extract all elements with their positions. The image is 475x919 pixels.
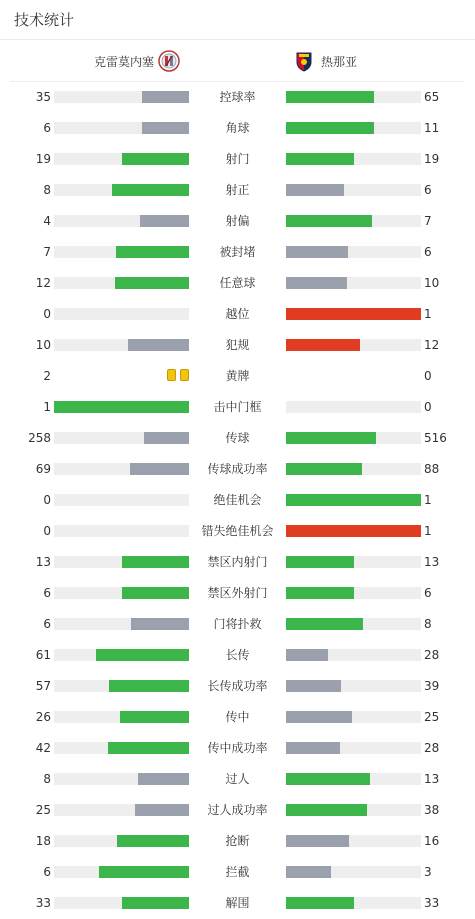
home-team[interactable]: [94, 40, 180, 82]
stat-label: 传中成功率: [207, 741, 268, 755]
away-bar-fill: [286, 91, 374, 103]
yellow-card-icon: [180, 369, 189, 381]
home-value: 33: [35, 896, 51, 910]
away-bar-fill: [286, 432, 376, 444]
away-bar-track: [286, 401, 421, 413]
home-bar-fill: [138, 773, 189, 785]
stat-row: [0, 733, 475, 764]
home-value: 61: [35, 648, 51, 662]
away-value: 65: [424, 90, 440, 104]
away-value: 10: [424, 276, 440, 290]
away-value: 0: [424, 400, 432, 414]
stat-row: [0, 547, 475, 578]
home-value: 0: [43, 307, 51, 321]
away-bar-fill: [286, 277, 347, 289]
stat-row: [0, 671, 475, 702]
away-bar-fill: [286, 246, 348, 258]
home-bar-fill: [96, 649, 189, 661]
away-bar-track: [286, 432, 421, 444]
home-value: 4: [43, 214, 51, 228]
away-value: 7: [424, 214, 432, 228]
home-bar-track: [54, 649, 189, 661]
away-bar-track: [286, 773, 421, 785]
away-bar-fill: [286, 773, 370, 785]
stat-row: [0, 237, 475, 268]
home-value: 1: [43, 400, 51, 414]
section-title: 技术统计: [0, 0, 475, 40]
away-value: 19: [424, 152, 440, 166]
home-value: 0: [43, 493, 51, 507]
away-value: 8: [424, 617, 432, 631]
away-bar-track: [286, 742, 421, 754]
home-value: 12: [35, 276, 51, 290]
away-value: 28: [424, 648, 440, 662]
away-value: 3: [424, 865, 432, 879]
home-value: 6: [43, 865, 51, 879]
stat-label: 绝佳机会: [213, 493, 262, 507]
home-bar-track: [54, 587, 189, 599]
away-bar-track: [286, 556, 421, 568]
away-value: 516: [424, 431, 447, 445]
home-bar-fill: [99, 866, 189, 878]
away-value: 12: [424, 338, 440, 352]
away-bar-fill: [286, 649, 328, 661]
stat-row: [0, 330, 475, 361]
stat-label: 射偏: [225, 214, 250, 228]
home-bar-track: [54, 463, 189, 475]
away-team[interactable]: [293, 40, 357, 82]
home-team-name: 克雷莫内塞: [93, 54, 154, 69]
away-bar-track: [286, 184, 421, 196]
stat-label: 被封堵: [219, 245, 256, 259]
stat-row: [0, 702, 475, 733]
home-bar-track: [54, 277, 189, 289]
away-value: 13: [424, 555, 440, 569]
home-bar-fill: [128, 339, 189, 351]
home-bar-fill: [122, 556, 190, 568]
home-bar-track: [54, 618, 189, 630]
away-bar-track: [286, 680, 421, 692]
home-value: 26: [35, 710, 51, 724]
away-bar-fill: [286, 463, 362, 475]
home-bar-fill: [130, 463, 189, 475]
away-value: 38: [424, 803, 440, 817]
home-value: 258: [28, 431, 51, 445]
home-bar-track: [54, 556, 189, 568]
home-value: 7: [43, 245, 51, 259]
home-bar-track: [54, 494, 189, 506]
stat-row: [0, 609, 475, 640]
away-bar-fill: [286, 153, 354, 165]
away-value: 88: [424, 462, 440, 476]
home-value: 42: [35, 741, 51, 755]
home-bar-fill: [117, 835, 189, 847]
away-bar-track: [286, 618, 421, 630]
away-bar-track: [286, 277, 421, 289]
stat-row: [0, 113, 475, 144]
stat-row: [0, 857, 475, 888]
away-value: 13: [424, 772, 440, 786]
away-bar-track: [286, 122, 421, 134]
away-bar-fill: [286, 835, 349, 847]
home-value: 0: [43, 524, 51, 538]
home-bar-track: [54, 432, 189, 444]
away-bar-fill: [286, 804, 367, 816]
away-value: 33: [424, 896, 440, 910]
home-bar-track: [54, 153, 189, 165]
stat-label: 控球率: [219, 90, 256, 104]
away-value: 28: [424, 741, 440, 755]
home-value: 6: [43, 121, 51, 135]
teams-header: [10, 40, 465, 82]
stat-row: [0, 485, 475, 516]
stat-label: 犯规: [225, 338, 250, 352]
home-bar-track: [54, 897, 189, 909]
away-value: 11: [424, 121, 440, 135]
away-value: 1: [424, 524, 432, 538]
home-bar-track: [54, 215, 189, 227]
away-value: 1: [424, 307, 432, 321]
home-bar-fill: [142, 91, 189, 103]
home-bar-fill: [54, 401, 189, 413]
away-value: 16: [424, 834, 440, 848]
genoa-crest-icon: [293, 50, 315, 72]
stat-row: [0, 268, 475, 299]
yellow-card-icon: [167, 369, 176, 381]
stat-row: [0, 392, 475, 423]
away-value: 1: [424, 493, 432, 507]
home-bar-fill: [112, 184, 189, 196]
away-bar-fill: [286, 339, 360, 351]
home-bar-fill: [108, 742, 189, 754]
away-bar-fill: [286, 122, 374, 134]
home-bar-fill: [116, 246, 189, 258]
home-value: 8: [43, 772, 51, 786]
home-value: 10: [35, 338, 51, 352]
home-yellow-cards: [167, 369, 189, 383]
stat-row: [0, 361, 475, 392]
stat-label: 禁区外射门: [207, 586, 268, 600]
away-bar-fill: [286, 215, 372, 227]
home-bar-track: [54, 866, 189, 878]
home-bar-fill: [115, 277, 189, 289]
away-value: 25: [424, 710, 440, 724]
home-bar-track: [54, 525, 189, 537]
stat-row: [0, 423, 475, 454]
away-bar-track: [286, 153, 421, 165]
away-bar-fill: [286, 618, 363, 630]
home-bar-track: [54, 742, 189, 754]
stat-row: [0, 82, 475, 113]
stat-label: 错失绝佳机会: [201, 524, 274, 538]
home-value: 8: [43, 183, 51, 197]
away-bar-track: [286, 804, 421, 816]
home-bar-track: [54, 835, 189, 847]
stat-row: [0, 144, 475, 175]
away-team-name: 热那亚: [321, 54, 358, 69]
stat-label: 射门: [225, 152, 250, 166]
away-bar-track: [286, 246, 421, 258]
away-bar-fill: [286, 494, 421, 506]
home-bar-fill: [109, 680, 189, 692]
away-bar-track: [286, 711, 421, 723]
away-bar-track: [286, 339, 421, 351]
home-value: 2: [43, 369, 51, 383]
home-bar-fill: [131, 618, 189, 630]
away-bar-track: [286, 587, 421, 599]
home-bar-track: [54, 804, 189, 816]
home-bar-track: [54, 401, 189, 413]
stat-row: [0, 764, 475, 795]
home-bar-fill: [142, 122, 189, 134]
home-bar-track: [54, 184, 189, 196]
home-bar-fill: [120, 711, 189, 723]
stat-row: [0, 640, 475, 671]
home-bar-track: [54, 246, 189, 258]
away-bar-track: [286, 91, 421, 103]
stat-label: 传中: [225, 710, 250, 724]
stat-row: [0, 175, 475, 206]
stat-label: 拦截: [225, 865, 250, 879]
stat-label: 角球: [225, 121, 250, 135]
home-bar-fill: [144, 432, 189, 444]
home-value: 25: [35, 803, 51, 817]
stat-label: 门将扑救: [213, 617, 262, 631]
stat-row: [0, 826, 475, 857]
stat-label: 越位: [225, 307, 250, 321]
home-value: 69: [35, 462, 51, 476]
home-bar-fill: [140, 215, 189, 227]
home-bar-track: [54, 308, 189, 320]
stat-row: [0, 516, 475, 547]
stat-label: 任意球: [219, 276, 256, 290]
stat-label: 禁区内射门: [207, 555, 268, 569]
home-bar-fill: [135, 804, 189, 816]
home-bar-fill: [122, 153, 190, 165]
home-bar-fill: [122, 587, 190, 599]
away-bar-fill: [286, 680, 341, 692]
stat-label: 传球: [225, 431, 250, 445]
away-bar-fill: [286, 587, 354, 599]
stat-row: [0, 454, 475, 485]
home-value: 57: [35, 679, 51, 693]
away-value: 6: [424, 183, 432, 197]
away-bar-fill: [286, 556, 354, 568]
away-bar-fill: [286, 525, 421, 537]
home-value: 6: [43, 617, 51, 631]
away-bar-track: [286, 215, 421, 227]
stat-label: 传球成功率: [207, 462, 268, 476]
home-bar-track: [54, 773, 189, 785]
away-bar-fill: [286, 742, 340, 754]
away-bar-track: [286, 835, 421, 847]
stats-list: [0, 82, 475, 919]
stat-label: 抢断: [225, 834, 250, 848]
away-value: 6: [424, 586, 432, 600]
away-bar-fill: [286, 184, 344, 196]
home-value: 19: [35, 152, 51, 166]
stat-label: 黄牌: [225, 369, 250, 383]
stat-label: 过人成功率: [207, 803, 268, 817]
away-bar-fill: [286, 308, 421, 320]
home-bar-fill: [122, 897, 190, 909]
stat-label: 长传成功率: [207, 679, 268, 693]
away-bar-track: [286, 308, 421, 320]
away-bar-track: [286, 463, 421, 475]
home-value: 13: [35, 555, 51, 569]
home-bar-track: [54, 711, 189, 723]
away-value: 39: [424, 679, 440, 693]
away-bar-fill: [286, 866, 331, 878]
stat-row: [0, 578, 475, 609]
home-bar-track: [54, 339, 189, 351]
away-value: 6: [424, 245, 432, 259]
stat-row: [0, 299, 475, 330]
away-bar-track: [286, 649, 421, 661]
home-bar-track: [54, 122, 189, 134]
stat-label: 击中门框: [213, 400, 262, 414]
stat-label: 长传: [225, 648, 250, 662]
away-bar-track: [286, 897, 421, 909]
stat-row: [0, 888, 475, 919]
cremonese-crest-icon: [158, 50, 180, 72]
stat-label: 解围: [225, 896, 250, 910]
away-bar-fill: [286, 897, 354, 909]
stat-label: 射正: [225, 183, 250, 197]
home-value: 18: [35, 834, 51, 848]
home-bar-track: [54, 680, 189, 692]
away-bar-fill: [286, 711, 352, 723]
home-value: 6: [43, 586, 51, 600]
away-bar-track: [286, 866, 421, 878]
home-bar-track: [54, 91, 189, 103]
away-bar-track: [286, 494, 421, 506]
home-value: 35: [35, 90, 51, 104]
stat-row: [0, 206, 475, 237]
away-bar-track: [286, 525, 421, 537]
stat-label: 过人: [225, 772, 250, 786]
stat-row: [0, 795, 475, 826]
away-value: 0: [424, 369, 432, 383]
